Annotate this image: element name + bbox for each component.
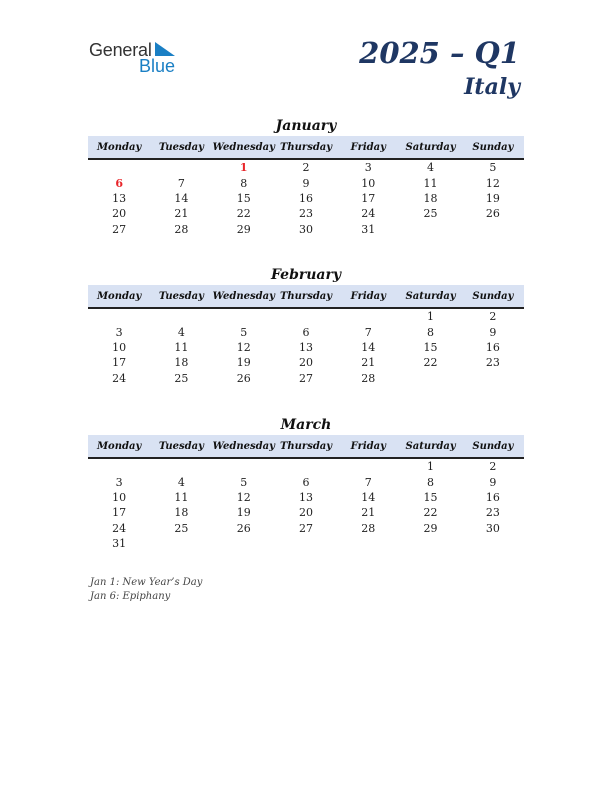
day-cell: 9 <box>302 176 310 190</box>
week-row <box>88 324 524 339</box>
day-cell: 25 <box>423 207 438 221</box>
day-cell: 5 <box>240 325 248 339</box>
day-cell: 26 <box>236 521 251 535</box>
weekday-label: Wednesday <box>212 440 275 452</box>
weekday-label: Tuesday <box>158 290 204 302</box>
week-row <box>88 474 524 489</box>
weekday-label: Saturday <box>405 440 456 452</box>
day-cell: 27 <box>298 371 313 385</box>
day-cell: 2 <box>489 460 497 474</box>
day-cell: 11 <box>423 176 438 190</box>
day-cell: 1 <box>427 460 435 474</box>
weekday-label: Monday <box>96 440 142 452</box>
day-cell: 29 <box>423 521 438 535</box>
day-cell: 22 <box>236 207 251 221</box>
day-cell: 10 <box>112 340 127 354</box>
day-cell: 24 <box>361 207 376 221</box>
day-cell: 1 <box>427 310 435 324</box>
day-cell: 14 <box>174 191 189 205</box>
day-cell: 5 <box>240 475 248 489</box>
day-cell: 14 <box>361 340 376 354</box>
day-cell: 13 <box>298 340 313 354</box>
weekday-header-row <box>88 435 524 459</box>
day-cell: 19 <box>236 506 251 520</box>
day-cell: 19 <box>485 191 500 205</box>
day-cell: 11 <box>174 490 189 504</box>
month-calendar <box>88 265 524 386</box>
day-cell: 22 <box>423 356 438 370</box>
day-cell: 15 <box>236 191 251 205</box>
day-cell: 18 <box>174 506 189 520</box>
day-cell: 12 <box>236 340 251 354</box>
week-row <box>88 309 524 324</box>
weekday-label: Sunday <box>472 440 514 452</box>
week-row <box>88 355 524 370</box>
weekday-label: Sunday <box>472 290 514 302</box>
day-cell: 2 <box>489 310 497 324</box>
day-cell: 29 <box>236 222 251 236</box>
day-cell: 15 <box>423 490 438 504</box>
generalblue-logo <box>89 40 199 80</box>
day-cell: 8 <box>427 475 435 489</box>
day-cell: 17 <box>361 191 376 205</box>
holiday-notes <box>90 576 202 604</box>
day-cell: 7 <box>177 176 185 190</box>
day-cell: 24 <box>112 521 127 535</box>
day-cell: 10 <box>112 490 127 504</box>
weekday-label: Saturday <box>405 141 456 153</box>
day-cell: 23 <box>298 207 313 221</box>
weekday-label: Thursday <box>279 290 333 302</box>
day-cell: 25 <box>174 521 189 535</box>
logo-text-blue: Blue <box>139 56 176 76</box>
day-cell: 25 <box>174 371 189 385</box>
holiday-day-cell: 1 <box>239 161 248 175</box>
day-cell: 13 <box>112 191 127 205</box>
weekday-label: Monday <box>96 141 142 153</box>
day-cell: 21 <box>361 506 376 520</box>
weekday-label: Wednesday <box>212 141 275 153</box>
day-cell: 12 <box>236 490 251 504</box>
week-row <box>88 505 524 520</box>
day-cell: 2 <box>302 161 310 175</box>
day-cell: 16 <box>485 340 500 354</box>
country-name: Italy <box>464 74 520 100</box>
day-cell: 11 <box>174 340 189 354</box>
day-cell: 28 <box>174 222 189 236</box>
day-cell: 3 <box>364 161 372 175</box>
weekday-label: Friday <box>350 440 386 452</box>
weekday-label: Tuesday <box>158 141 204 153</box>
day-cell: 24 <box>112 371 127 385</box>
day-cell: 3 <box>115 325 123 339</box>
week-row <box>88 175 524 190</box>
day-cell: 22 <box>423 506 438 520</box>
day-cell: 8 <box>240 176 248 190</box>
day-cell: 21 <box>361 356 376 370</box>
day-cell: 23 <box>485 356 500 370</box>
weekday-label: Friday <box>350 290 386 302</box>
day-cell: 3 <box>115 475 123 489</box>
logo-text-general: General <box>89 40 152 60</box>
day-cell: 20 <box>298 506 313 520</box>
day-cell: 18 <box>174 356 189 370</box>
day-cell: 30 <box>485 521 500 535</box>
week-row <box>88 191 524 206</box>
day-cell: 19 <box>236 356 251 370</box>
weekday-label: Thursday <box>279 440 333 452</box>
month-name: February <box>270 267 341 283</box>
day-cell: 20 <box>112 207 127 221</box>
holiday-day-cell: 6 <box>115 176 123 190</box>
weekday-label: Friday <box>350 141 386 153</box>
day-cell: 28 <box>361 521 376 535</box>
day-cell: 21 <box>174 207 189 221</box>
day-cell: 7 <box>364 325 372 339</box>
week-row <box>88 222 524 237</box>
day-cell: 18 <box>423 191 438 205</box>
day-cell: 7 <box>364 475 372 489</box>
weekday-header-row <box>88 136 524 160</box>
holiday-note: Jan 1: New Year’s Day <box>90 577 203 588</box>
week-row <box>88 459 524 474</box>
day-cell: 9 <box>489 325 497 339</box>
day-cell: 31 <box>112 537 127 551</box>
day-cell: 16 <box>298 191 313 205</box>
day-cell: 23 <box>485 506 500 520</box>
day-cell: 17 <box>112 356 127 370</box>
day-cell: 28 <box>361 371 376 385</box>
day-cell: 10 <box>361 176 376 190</box>
week-row <box>88 490 524 505</box>
day-cell: 13 <box>298 490 313 504</box>
day-cell: 12 <box>485 176 500 190</box>
week-row <box>88 160 524 175</box>
page-title: 2025 – Q1 <box>359 36 520 70</box>
holiday-note: Jan 6: Epiphany <box>90 591 171 602</box>
day-cell: 27 <box>112 222 127 236</box>
day-cell: 4 <box>427 161 435 175</box>
month-name: March <box>280 417 332 433</box>
day-cell: 4 <box>177 325 185 339</box>
week-row <box>88 340 524 355</box>
week-row <box>88 371 524 386</box>
weekday-label: Monday <box>96 290 142 302</box>
day-cell: 5 <box>489 161 497 175</box>
day-cell: 8 <box>427 325 435 339</box>
week-row <box>88 536 524 551</box>
day-cell: 27 <box>298 521 313 535</box>
weekday-label: Saturday <box>405 290 456 302</box>
month-calendar <box>88 116 524 237</box>
day-cell: 30 <box>298 222 313 236</box>
weekday-label: Sunday <box>472 141 514 153</box>
day-cell: 26 <box>485 207 500 221</box>
day-cell: 31 <box>361 222 376 236</box>
month-calendar <box>88 415 524 551</box>
day-cell: 17 <box>112 506 127 520</box>
week-row <box>88 206 524 221</box>
day-cell: 16 <box>485 490 500 504</box>
day-cell: 4 <box>177 475 185 489</box>
day-cell: 14 <box>361 490 376 504</box>
weekday-header-row <box>88 285 524 309</box>
day-cell: 26 <box>236 371 251 385</box>
day-cell: 9 <box>489 475 497 489</box>
day-cell: 6 <box>302 475 310 489</box>
weekday-label: Tuesday <box>158 440 204 452</box>
week-row <box>88 521 524 536</box>
day-cell: 15 <box>423 340 438 354</box>
month-name: January <box>275 118 337 134</box>
day-cell: 20 <box>298 356 313 370</box>
day-cell: 6 <box>302 325 310 339</box>
weekday-label: Thursday <box>279 141 333 153</box>
weekday-label: Wednesday <box>212 290 275 302</box>
